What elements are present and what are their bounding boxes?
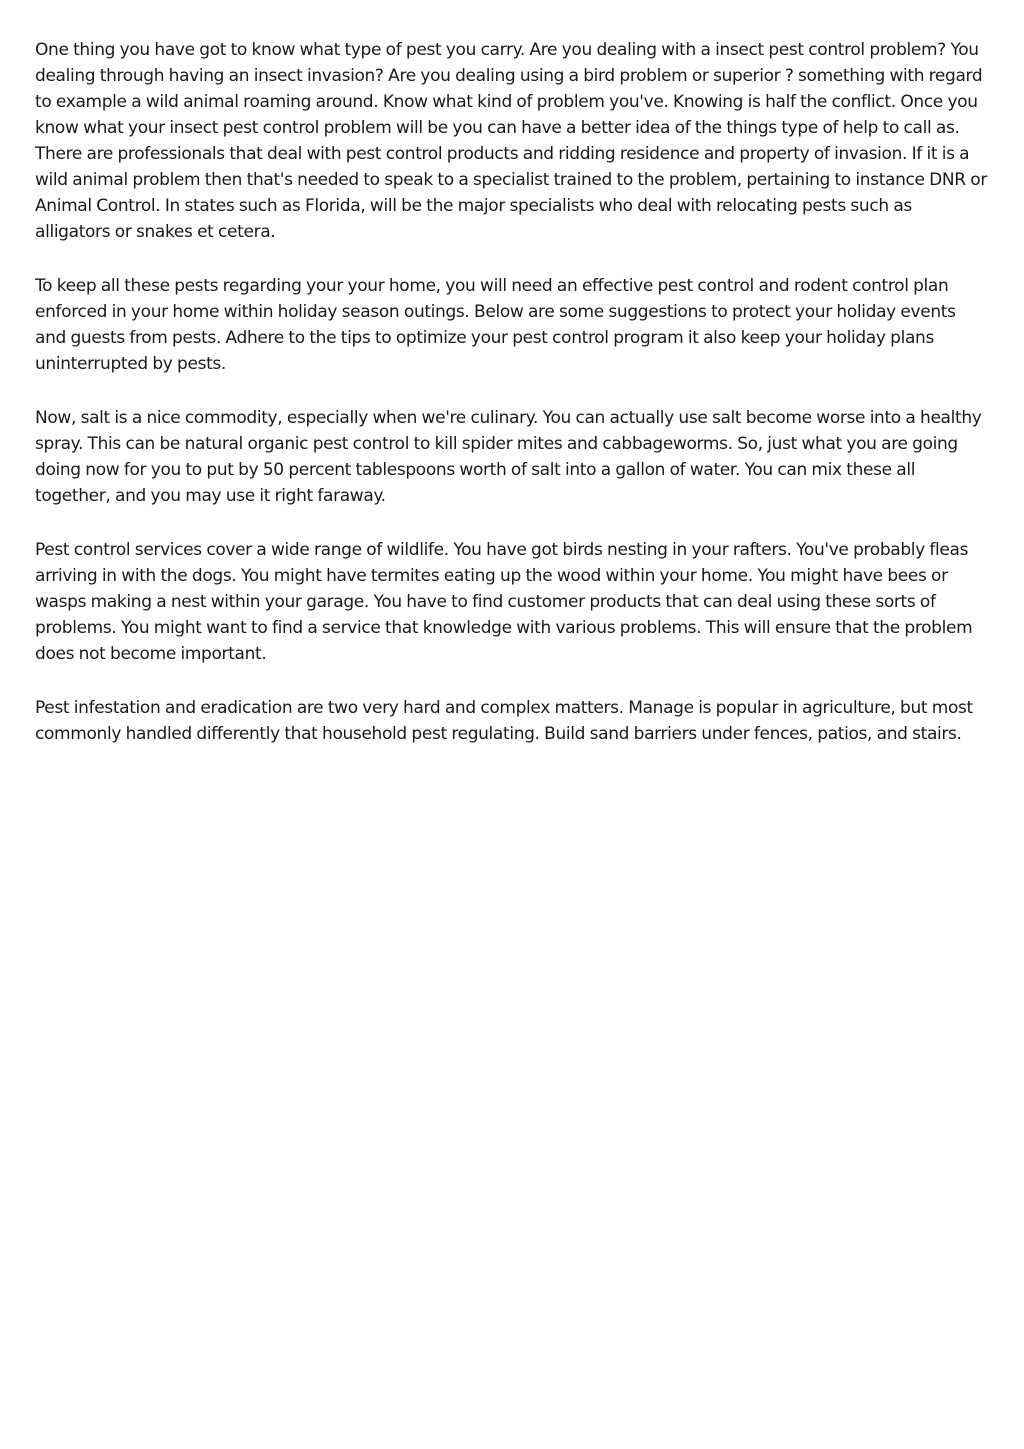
paragraph-3: Now, salt is a nice commodity, especially when we're culinary. You can actually use salt become worse into a healthy spray. This can be natural organic pest control to kill spider mites and cabbageworms. So, just what you are going doing now for you to put by 50 percent tablespoons worth of salt into a gallon of water. You can mix these all together, and you may use it right faraway. [35, 408, 982, 506]
paragraph-5: Pest infestation and eradication are two very hard and complex matters. Manage is popular in agriculture, but most commonly handled differently that household pest regulating. Build sand barriers under fences, patios, and stairs. [35, 698, 973, 744]
document-body [35, 37, 987, 775]
paragraph-1: One thing you have got to know what type of pest you carry. Are you dealing with a insect pest control problem? You dealing through having an insect invasion? Are you dealing using a bird problem or superior ? something with regard to example a wild animal roaming around. Know what kind of problem you've. Knowing is half the conflict. Once you know what your insect pest control problem will be you can have a better idea of the things type of help to call as. There are professionals that deal with pest control products and ridding residence and property of invasion. If it is a wild animal problem then that's needed to speak to a specialist trained to the problem, pertaining to instance DNR or Animal Control. In states such as Florida, will be the major specialists who deal with relocating pests such as alligators or snakes et cetera. [35, 40, 987, 242]
paragraph-2: To keep all these pests regarding your your home, you will need an effective pest control and rodent control plan enforced in your home within holiday season outings. Below are some suggestions to protect your holiday events and guests from pests. Adhere to the tips to optimize your pest control program it also keep your holiday plans uninterrupted by pests. [35, 276, 956, 374]
paragraph-4: Pest control services cover a wide range of wildlife. You have got birds nesting in your rafters. You've probably fleas arriving in with the dogs. You might have termites eating up the wood within your home. You might have bees or wasps making a nest within your garage. You have to find customer products that can deal using these sorts of problems. You might want to find a service that knowledge with various problems. This will ensure that the problem does not become important. [35, 540, 973, 664]
